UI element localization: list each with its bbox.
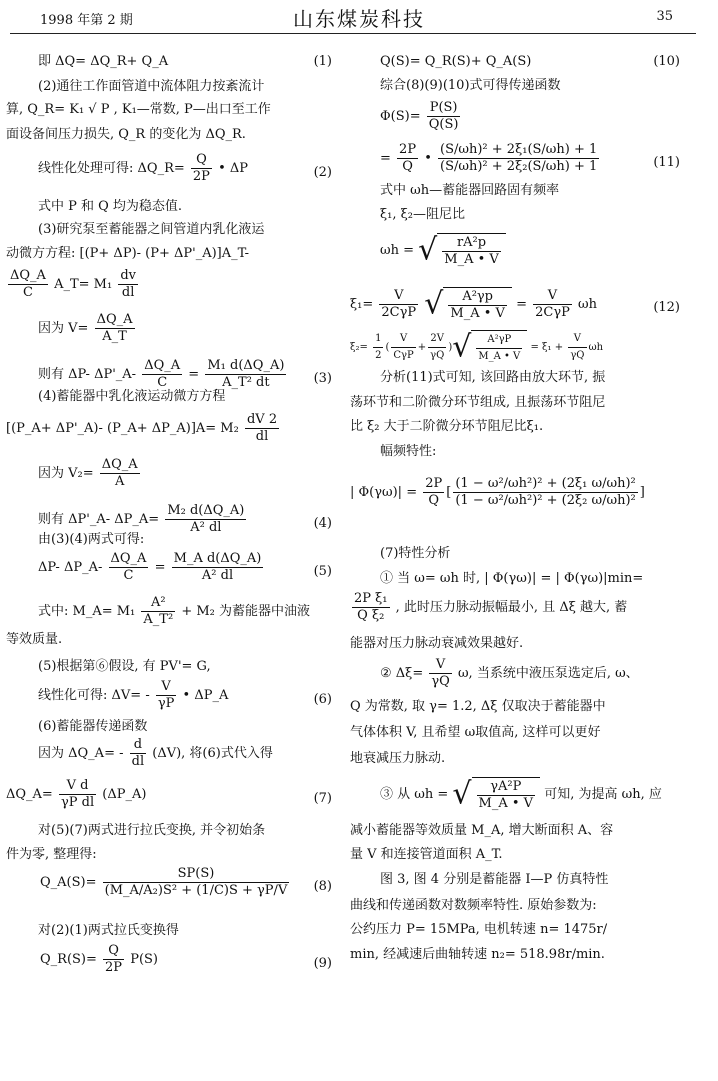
equation-text: 因为 V= [38,321,89,336]
numerator: ΔQ_A [101,457,138,472]
equation-transfer-function [350,100,688,133]
equation-text: ΔP- ΔP_A- [38,560,103,575]
equation-text: A_T= M₁ [54,277,113,292]
equation-text: Q(S)= Q_R(S)+ Q_A(S) [380,54,532,69]
header-rule [10,33,696,34]
equation-text: 线性化可得: ΔV= - [38,688,150,703]
numerator: SP(S) [103,866,290,883]
fraction [429,657,451,690]
denominator: A_T² dt [222,375,270,390]
fraction [8,268,48,301]
text-line: Q 为常数, 取 γ= 1.2, Δξ 仅取决于蓄能器中 [350,699,606,714]
paragraph [350,206,688,223]
text-line: 公约压力 P= 15MPa, 电机转速 n= 1475r/ [350,922,608,937]
fraction [379,288,418,321]
equation-8 [6,866,340,899]
equation-text: 则有 ΔP'_A- ΔP_A= [38,512,160,527]
paragraph [350,394,688,411]
equation-motion [6,268,340,301]
fraction [109,551,149,584]
equation-equivalent-mass [6,595,340,628]
numerator: V [429,657,451,674]
numerator: rA²p [442,235,501,252]
equation-text: • ΔP [218,161,249,176]
page-number: 35 [656,9,673,24]
paragraph [6,101,340,118]
fraction [373,331,383,364]
paragraph [6,388,340,405]
equation-number: (1) [313,54,332,69]
numerator: 2V [428,331,446,348]
denominator: C [22,285,33,300]
denominator: 2 [375,350,382,361]
numerator: ΔQ_A [144,358,181,373]
issue-label: 1998 年第 2 期 [40,13,133,28]
paragraph [350,443,688,460]
text-line: 算, Q_R= K₁ √ P , K₁—常数, P—出口至工作 [6,102,271,117]
text-line: 能器对压力脉动衰减效果越好. [350,636,524,651]
equation-number: (8) [313,879,332,894]
text-line: 地衰减压力脉动. [350,751,446,766]
paragraph [350,77,688,94]
denominator: M_A • V [478,351,521,362]
denominator: CγP [393,350,414,361]
fraction [100,457,140,490]
fraction [391,331,415,364]
equation-10 [350,53,688,70]
fraction [427,100,461,133]
equation-text: [(P_A+ ΔP'_A)- (P_A+ ΔP_A)]A= M₂ [6,421,239,436]
radical-sign: √ [418,232,438,268]
equation-text: P(S) [130,952,158,967]
equation-text: 即 ΔQ= ΔQ_R+ Q_A [38,54,169,69]
numerator: Q [103,943,124,960]
equation-text: Φ(S)= [380,109,421,124]
equation-min-magnitude [350,591,688,624]
equation-text: 则有 ΔP- ΔP'_A- [38,367,137,382]
equation-text: + [417,342,427,353]
equation-text: = [380,151,391,166]
fraction [428,331,446,364]
equation-natural-frequency [350,233,688,268]
text-line: 件为零, 整理得: [6,847,97,862]
equation-3 [6,358,340,391]
paragraph [350,698,688,715]
equation-text: ΔQ_R= [137,161,185,176]
denominator: A_T [102,329,127,344]
equation-5 [6,551,340,584]
equation-magnitude: | Φ(γω)| = $\frac{2P}{Q}$ [ $\frac{\text{(1 − ω²/ωh²)² + (2ξ₁ ω/ωh)²}}{\text{(1 − ω²/ωh²)² + (2ξ₂ ω/ωh)²}}$ ] [350,476,645,508]
denominator: Q [402,159,413,174]
equation-v2 [6,457,340,490]
numerator: 1 [373,331,383,348]
paragraph [350,182,688,199]
text-line: (6)蓄能器传递函数 [38,719,148,734]
equation-text: = [154,560,166,575]
text-line: 对(2)(1)两式拉氏变换得 [38,923,179,938]
paragraph [350,946,688,963]
equation-text: ③ 从 ωh = [380,787,449,802]
numerator: Q [191,152,212,169]
fraction [130,737,146,770]
equation-number: (9) [313,956,332,971]
text-line: (5)根据第⑥假设, 有 PV'= G, [38,659,211,674]
equation-number: (5) [313,564,332,579]
equation-text: ωh [588,342,604,353]
equation-text: 因为 ΔQ_A= - [38,746,124,761]
text-line: 式中 ωh—蓄能器回路固有频率 [380,183,560,198]
text-line: 比 ξ₂ 大于二阶微分环节阻尼比ξ₁. [350,419,544,434]
fraction [453,476,637,509]
text-line: (3)研究泵至蓄能器之间管道内乳化液运 [38,222,265,237]
denominator: A_T² [143,612,174,627]
fraction [205,358,286,391]
equation-number: (6) [313,692,332,707]
equation-9 [6,943,340,976]
text-line: (2)通往工作面管道中流体阻力按紊流计 [38,79,265,94]
fraction [423,476,444,509]
paragraph [6,78,340,95]
equation-text: • ΔP_A [182,688,229,703]
numerator: M₂ d(ΔQ_A) [167,503,245,518]
equation-number: (3) [313,371,332,386]
equation-text: ωh = [380,243,414,258]
denominator: A² dl [201,568,234,583]
denominator: 2CγP [535,305,570,320]
denominator: M_A • V [450,306,505,321]
equation-2 [6,152,340,185]
paragraph [350,369,688,386]
fraction [118,268,138,301]
equation-text: 因为 V₂= [38,466,94,481]
paragraph [6,126,340,143]
paragraph [350,846,688,863]
radical-sign: √ [452,776,472,812]
denominator: 2P [105,960,123,975]
equation-flow-rate [6,737,340,770]
equation-text: ΔQ_A= [6,787,53,802]
paragraph [6,822,340,839]
numerator: V [379,288,418,305]
denominator: A [115,474,125,489]
fraction [103,943,124,976]
equation-number: (10) [653,54,680,69]
text-line: 曲线和传递函数对数频率特性. 原始参数为: [350,898,597,913]
denominator: γP [157,696,175,711]
fraction [397,142,418,175]
paragraph [350,545,688,562]
equation-text: ξ₂= [350,342,368,353]
equation-omega-h [350,777,688,812]
paragraph [350,897,688,914]
fraction [142,358,182,391]
paragraph [6,718,340,735]
denominator: (M_A/A₂)S² + (1/C)S + γP/V [104,883,288,898]
equation-text: + M₂ 为蓄能器中油液 [181,604,311,619]
numerator: A²γp [448,289,507,306]
paragraph [350,921,688,938]
text-line: 综合(8)(9)(10)式可得传递函数 [380,78,561,93]
equation-text: (ΔV), 将(6)式代入得 [152,746,273,761]
numerator: dV 2 [246,412,278,427]
fraction [191,152,212,185]
text-line: (4)蓄能器中乳化液运动微方方程 [38,389,226,404]
numerator: A² [141,595,175,612]
radicand [472,777,541,812]
denominator: γQ [430,350,445,361]
paragraph [6,245,340,262]
numerator: V [533,288,572,305]
page-header [0,0,718,40]
text-line: 幅频特性: [380,444,437,459]
denominator: γQ [431,674,450,689]
text-line: 对(5)(7)两式进行拉氏变换, 并令初始条 [38,823,266,838]
text-line: 等效质量. [6,632,63,647]
paragraph [6,531,340,548]
denominator: dl [255,429,269,444]
denominator: C [123,568,134,583]
paragraph [6,846,340,863]
text-line: min, 经减速后曲轴转速 n₂= 518.98r/min. [350,947,605,962]
denominator: 2P [192,169,210,184]
equation-text: = ξ₁ + [530,342,564,353]
fraction [438,142,599,175]
denominator: γQ [570,350,585,361]
fraction [172,551,264,584]
numerator: 2P [399,142,417,157]
denominator: dl [131,754,145,769]
text-line: 由(3)(4)两式可得: [38,532,145,547]
denominator: 2CγP [381,305,417,320]
equation-text: ωh [578,297,597,312]
equation-text: | Φ(γω)| = [350,485,418,500]
numerator: (1 − ω²/ωh²)² + (2ξ₁ ω/ωh)² [455,476,636,491]
equation-text: = [516,297,527,312]
equation-delta-xi [350,657,688,690]
text-line: ξ₁, ξ₂—阻尼比 [380,207,466,222]
numerator: ΔQ_A [96,312,133,327]
equation-12 [350,287,688,322]
text-line: , 此时压力脉动振幅最小, 且 Δξ 越大, 蓄 [395,600,628,615]
denominator: C [157,375,168,390]
text-line: 分析(11)式可知, 该回路由放大环节, 振 [380,370,606,385]
paragraph [6,221,340,238]
text-line: 式中 P 和 Q 均为稳态值. [38,199,183,214]
denominator: dl [121,285,135,300]
text-line: 减小蓄能器等效质量 M_A, 增大断面积 A、容 [350,823,614,838]
denominator: γP dl [60,795,95,810]
equation-number: (12) [653,300,680,315]
equation-number: (11) [653,155,680,170]
equation-text: • [424,151,432,166]
numerator: V d [59,778,96,795]
fraction [103,866,290,899]
fraction [95,312,135,345]
fraction [156,679,177,712]
journal-title: 山东煤炭科技 [293,7,425,31]
fraction [477,779,536,812]
text-line: 面设备间压力损失, Q_R 的变化为 ΔQ_R. [6,127,246,142]
radicand [443,287,512,322]
numerator: ΔQ_A [10,268,46,283]
numerator: (S/ωh)² + 2ξ₁(S/ωh) + 1 [440,142,598,157]
denominator: M_A • V [444,252,499,267]
text-line: 气体体积 V, 且希望 ω取值高, 这样可以更好 [350,725,601,740]
numerator: ΔQ_A [110,551,147,566]
numerator: 2P [425,476,443,491]
numerator: V [156,679,177,696]
equation-accumulator-motion [6,412,340,445]
numerator: V [391,331,415,348]
equation-text: = [188,367,200,382]
denominator: Q(S) [428,117,459,132]
equation-text: Q_R(S)= [40,952,97,967]
text-line: ① 当 ω= ωh 时, | Φ(γω)| = | Φ(γω)|min= [380,571,644,586]
fraction [568,331,586,364]
equation-11 [350,142,688,175]
equation-text: ② Δξ= [380,666,424,681]
numerator: 2P ξ₁ [354,591,388,606]
radicand [471,330,527,365]
denominator: M_A • V [478,796,534,811]
equation-text: (ΔP_A) [102,787,147,802]
denominator: (1 − ω²/ωh²)² + (2ξ₂ ω/ωh)² [455,493,636,508]
radical-sign: √ [424,286,444,322]
numerator: γA²P [477,779,536,796]
equation-velocity [6,312,340,345]
fraction [59,778,96,811]
numerator: dv [120,268,136,283]
paragraph [350,635,688,652]
paragraph [350,871,688,888]
equation-number: (4) [313,516,332,531]
radicand [437,233,506,268]
numerator: P(S) [427,100,461,117]
numerator: A²γP [476,332,522,349]
paragraph [350,750,688,767]
equation-7 [6,778,340,811]
fraction [533,288,572,321]
paragraph [6,922,340,939]
equation-6 [6,679,340,712]
equation-text: 式中: M_A= M₁ [38,604,136,619]
denominator: Q [428,493,440,508]
paragraph [350,724,688,741]
paragraph [350,418,688,435]
fraction [141,595,175,628]
text-line: 线性化处理可得: [38,161,134,176]
text-line: (7)特性分析 [380,546,451,561]
paragraph [350,570,688,587]
radical-sign: √ [452,329,472,365]
numerator: V [568,331,586,348]
equation-text: Q_A(S)= [40,875,97,890]
paragraph [350,822,688,839]
fraction [442,235,501,268]
paragraph [6,658,340,675]
equation-1 [6,53,340,70]
text-line: 图 3, 图 4 分别是蓄能器 I—P 仿真特性 [380,872,609,887]
equation-number: (2) [313,165,332,180]
text-line: 量 V 和连接管道面积 A_T. [350,847,503,862]
equation-xi2: ξ₂= $\frac{1}{2}$ ( $\frac{V}{\text{CγP}}$ + $\frac{2V}{\gamma Q}$ )√ $\frac{\text{A²γP}}{M\_A • V}$ = ξ₁ + $\frac{V}{\gamma Q}$ ωh [350,329,604,365]
fraction [352,591,390,624]
paragraph [6,198,340,215]
fraction [448,289,507,322]
text-line: 动微方方程: [(P+ ΔP)- (P+ ΔP'_A)]A_T- [6,246,250,261]
equation-number: (7) [313,791,332,806]
numerator: M₁ d(ΔQ_A) [207,358,285,373]
text-line: 可知, 为提高 ωh, 应 [544,787,662,802]
denominator: Q ξ₂ [357,608,385,623]
denominator: (S/ωh)² + 2ξ₂(S/ωh) + 1 [440,159,598,174]
numerator: M_A d(ΔQ_A) [173,551,262,566]
denominator: A² dl [190,520,222,535]
equation-text: ξ₁= [350,297,374,312]
paragraph [6,631,340,648]
numerator: d [130,737,146,754]
fraction [476,332,522,365]
text-line: 荡环节和二阶微分环节组成, 且振荡环节阻尼 [350,395,606,410]
text-line: ω, 当系统中液压泵选定后, ω、 [457,666,639,681]
fraction [245,412,279,445]
